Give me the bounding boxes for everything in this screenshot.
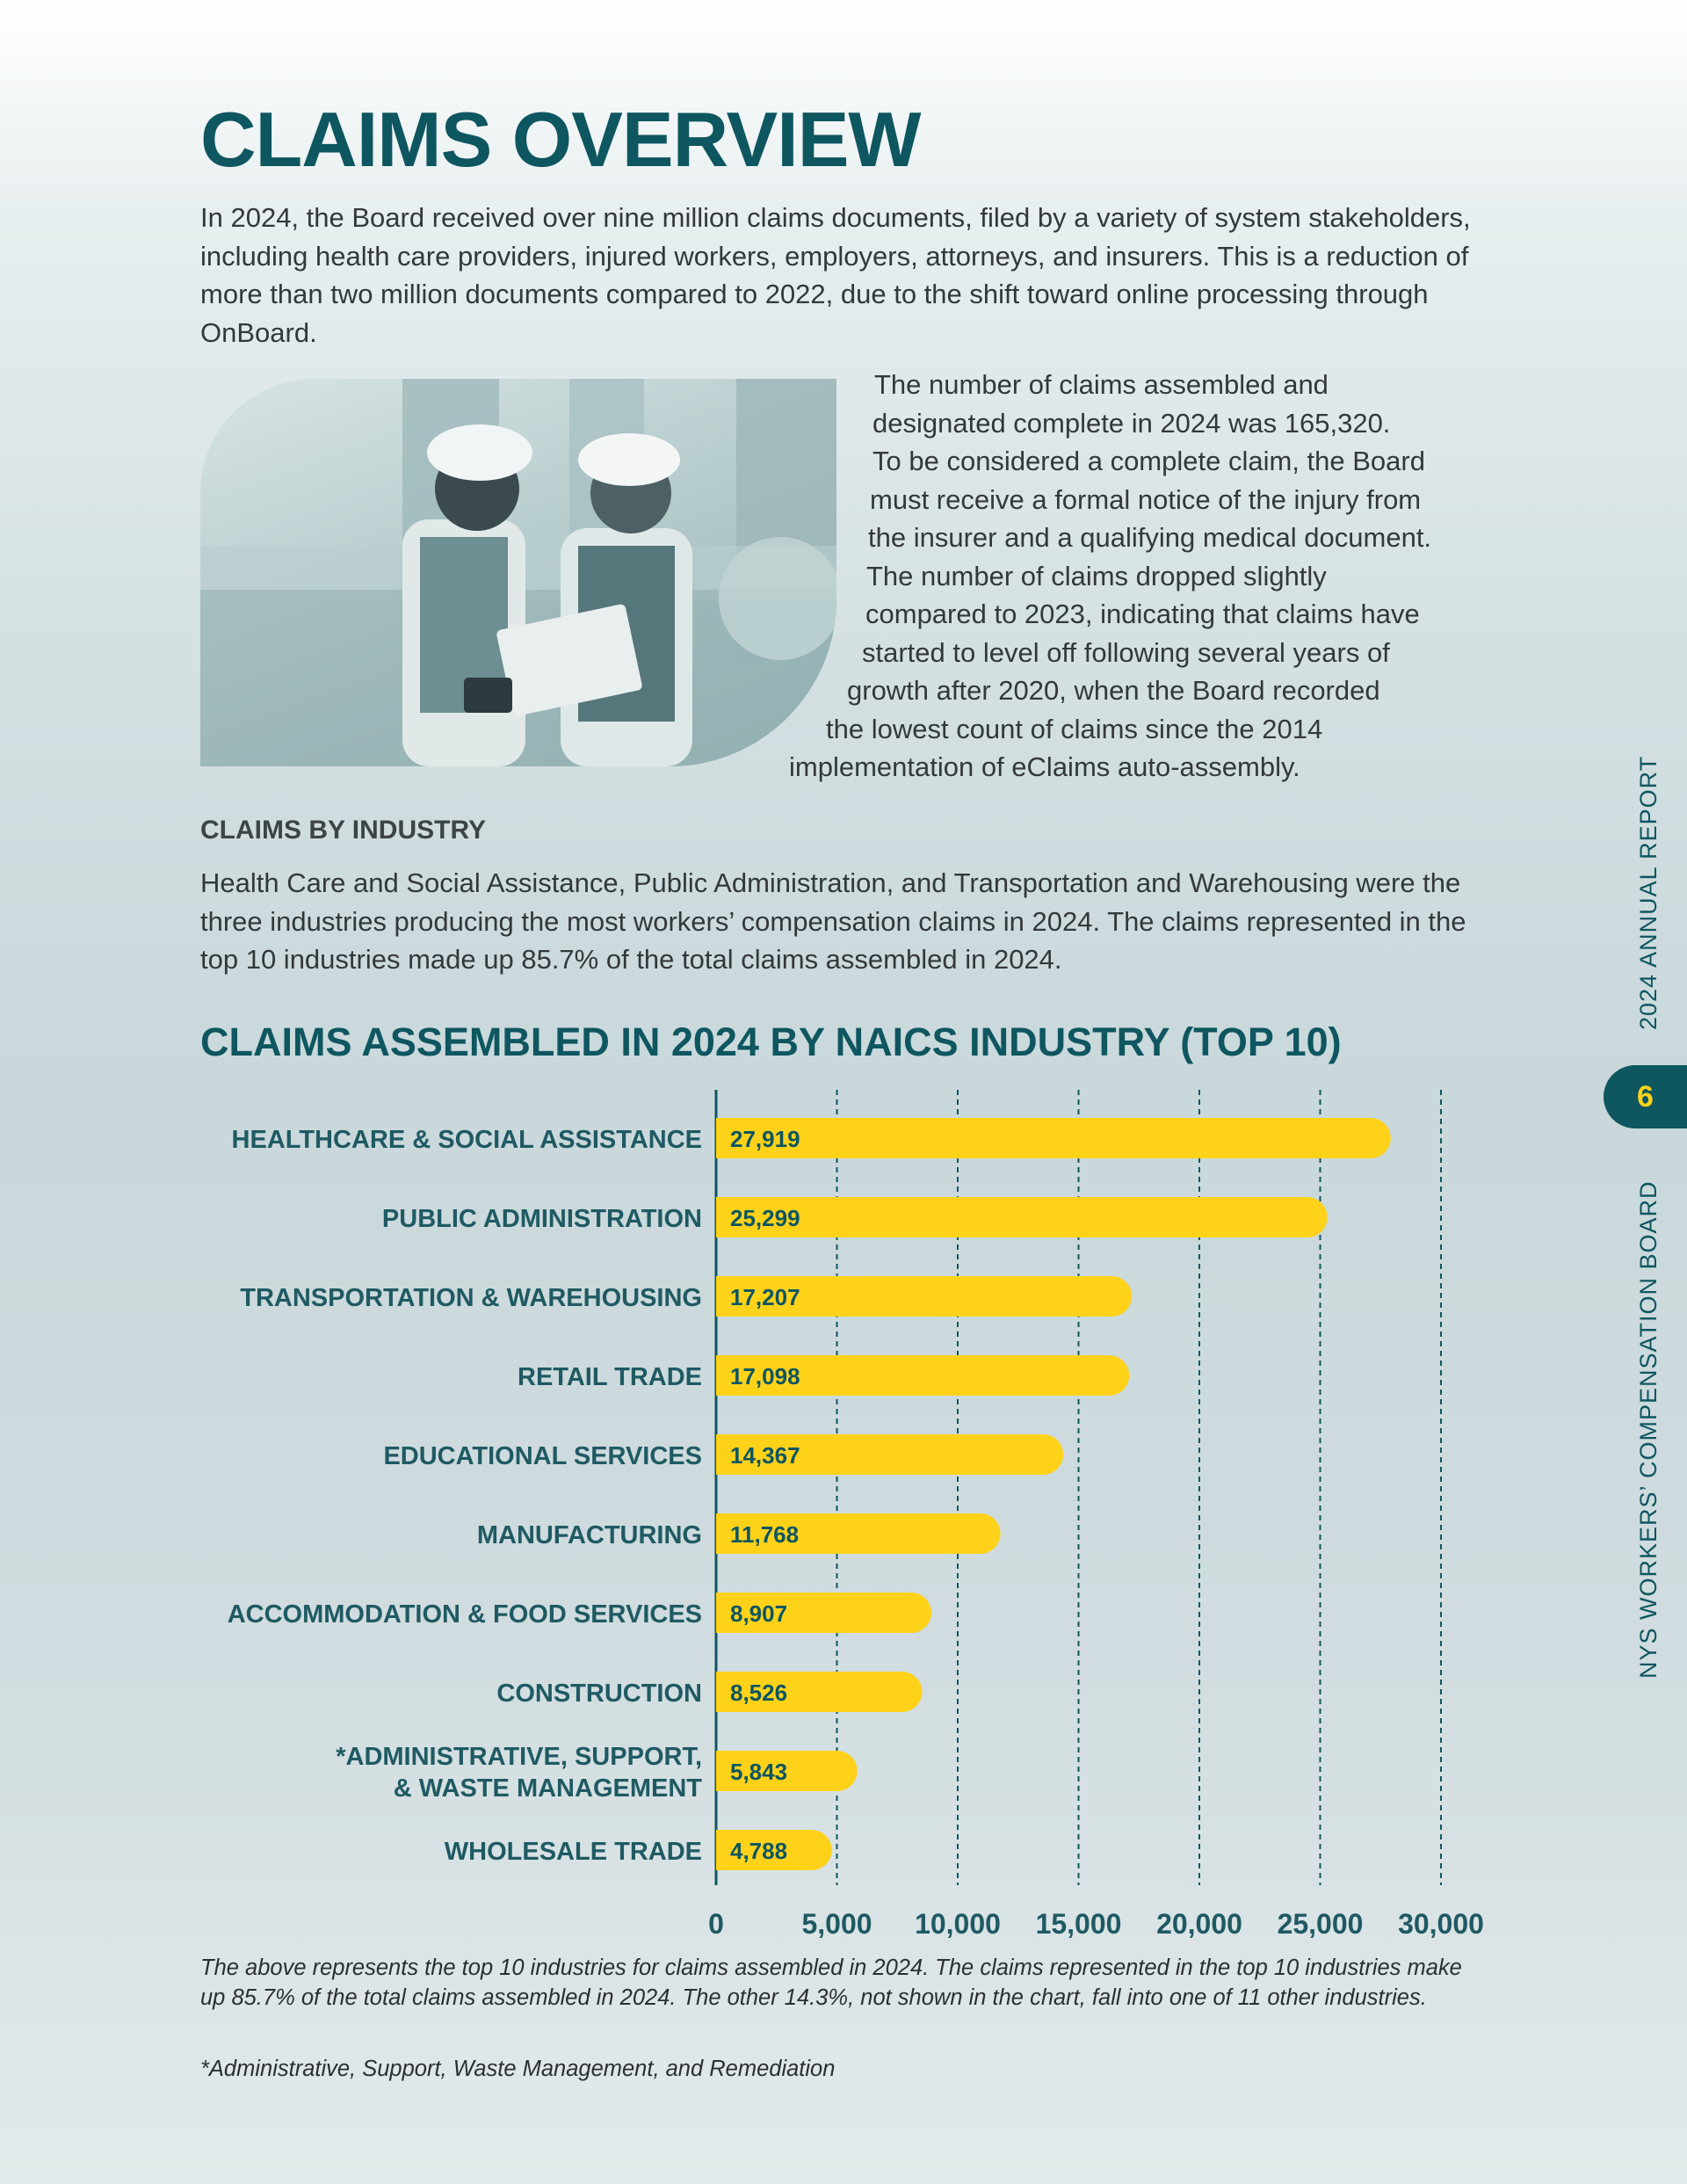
category-label: HEALTHCARE & SOCIAL ASSISTANCE <box>231 1126 702 1154</box>
x-tick-label: 25,000 <box>1277 1908 1364 1940</box>
bar <box>716 1197 1328 1237</box>
bar-value-label: 27,919 <box>730 1126 800 1152</box>
bar <box>716 1118 1391 1158</box>
section-heading: CLAIMS BY INDUSTRY <box>200 816 487 845</box>
x-tick-label: 0 <box>708 1908 724 1940</box>
category-label: CONSTRUCTION <box>496 1680 702 1708</box>
bar-value-label: 25,299 <box>730 1205 800 1231</box>
page-title: CLAIMS OVERVIEW <box>200 96 921 183</box>
section-paragraph: Health Care and Social Assistance, Public Administration, and Transportation and Warehousing were the three industries producing the most workers’ compensation claims in 2024. The claims represented in the top 10 industries made up 85.7% of the total claims assembled in 2024. <box>200 867 1466 975</box>
side-paragraph-line: the lowest count of claims since the 2014 <box>826 714 1323 744</box>
category-label: & WASTE MANAGEMENT <box>393 1774 702 1803</box>
category-label: ACCOMMODATION & FOOD SERVICES <box>227 1600 702 1629</box>
x-tick-label: 5,000 <box>801 1908 872 1940</box>
page-number-tab <box>1604 1065 1687 1128</box>
bar-value-label: 11,768 <box>730 1521 800 1548</box>
chart-footnote: The above represents the top 10 industries for claims assembled in 2024. The claims represented in the top 10 industries make up 85.7% of the total claims assembled in 2024. The other 14.3%, not shown in the chart, fall into one of 11 other industries. <box>200 1955 1462 2010</box>
side-paragraph-line: designated complete in 2024 was 165,320. <box>872 408 1391 439</box>
bar-value-label: 14,367 <box>730 1442 800 1469</box>
bar-chart <box>0 1090 1511 1955</box>
side-paragraph-line: To be considered a complete claim, the Board <box>872 446 1425 476</box>
side-paragraph-line: the insurer and a qualifying medical document. <box>868 522 1432 553</box>
category-label: *ADMINISTRATIVE, SUPPORT, <box>336 1743 702 1771</box>
category-label: TRANSPORTATION & WAREHOUSING <box>240 1284 702 1312</box>
side-paragraph-line: growth after 2020, when the Board recorded <box>847 675 1380 706</box>
bar-value-label: 17,207 <box>730 1284 800 1310</box>
category-label: PUBLIC ADMINISTRATION <box>381 1205 702 1233</box>
bar-value-label: 5,843 <box>730 1759 788 1785</box>
category-label: RETAIL TRADE <box>518 1363 702 1391</box>
category-label: MANUFACTURING <box>476 1521 702 1549</box>
side-label-report: 2024 ANNUAL REPORT <box>1635 755 1662 1030</box>
category-label: EDUCATIONAL SERVICES <box>383 1442 702 1470</box>
bar-value-label: 17,098 <box>730 1363 800 1389</box>
side-paragraph-line: compared to 2023, indicating that claims have <box>865 599 1420 629</box>
side-paragraph-line: started to level off following several years of <box>862 637 1390 668</box>
side-paragraph-line: The number of claims assembled and <box>874 369 1329 400</box>
x-tick-label: 30,000 <box>1398 1908 1484 1940</box>
page-number: 6 <box>1637 1079 1654 1114</box>
construction-workers-photo <box>200 379 836 766</box>
side-paragraph-line: implementation of eClaims auto-assembly. <box>789 751 1300 782</box>
side-paragraph-line: The number of claims dropped slightly <box>866 561 1327 591</box>
side-label-board: NYS WORKERS’ COMPENSATION BOARD <box>1635 1180 1662 1679</box>
bar-value-label: 8,907 <box>730 1600 788 1627</box>
chart-title: CLAIMS ASSEMBLED IN 2024 BY NAICS INDUSTRY (TOP 10) <box>200 1019 1342 1064</box>
bar-value-label: 8,526 <box>730 1680 788 1706</box>
intro-paragraph: In 2024, the Board received over nine million claims documents, filed by a variety of system stakeholders, including health care providers, injured workers, employers, attorneys, and insurers. This is a reduction of more than two million documents compared to 2022, due to the shift toward online processing through OnBoard. <box>200 202 1471 348</box>
x-tick-label: 15,000 <box>1035 1908 1122 1940</box>
x-tick-label: 10,000 <box>915 1908 1001 1940</box>
bar-value-label: 4,788 <box>730 1838 788 1864</box>
x-tick-label: 20,000 <box>1156 1908 1242 1940</box>
bar-chart-svg <box>0 1090 1511 1951</box>
side-paragraph-line: must receive a formal notice of the injury from <box>870 484 1422 515</box>
chart-footnote-asterisk: *Administrative, Support, Waste Management, and Remediation <box>200 2057 836 2081</box>
category-label: WHOLESALE TRADE <box>444 1838 702 1866</box>
